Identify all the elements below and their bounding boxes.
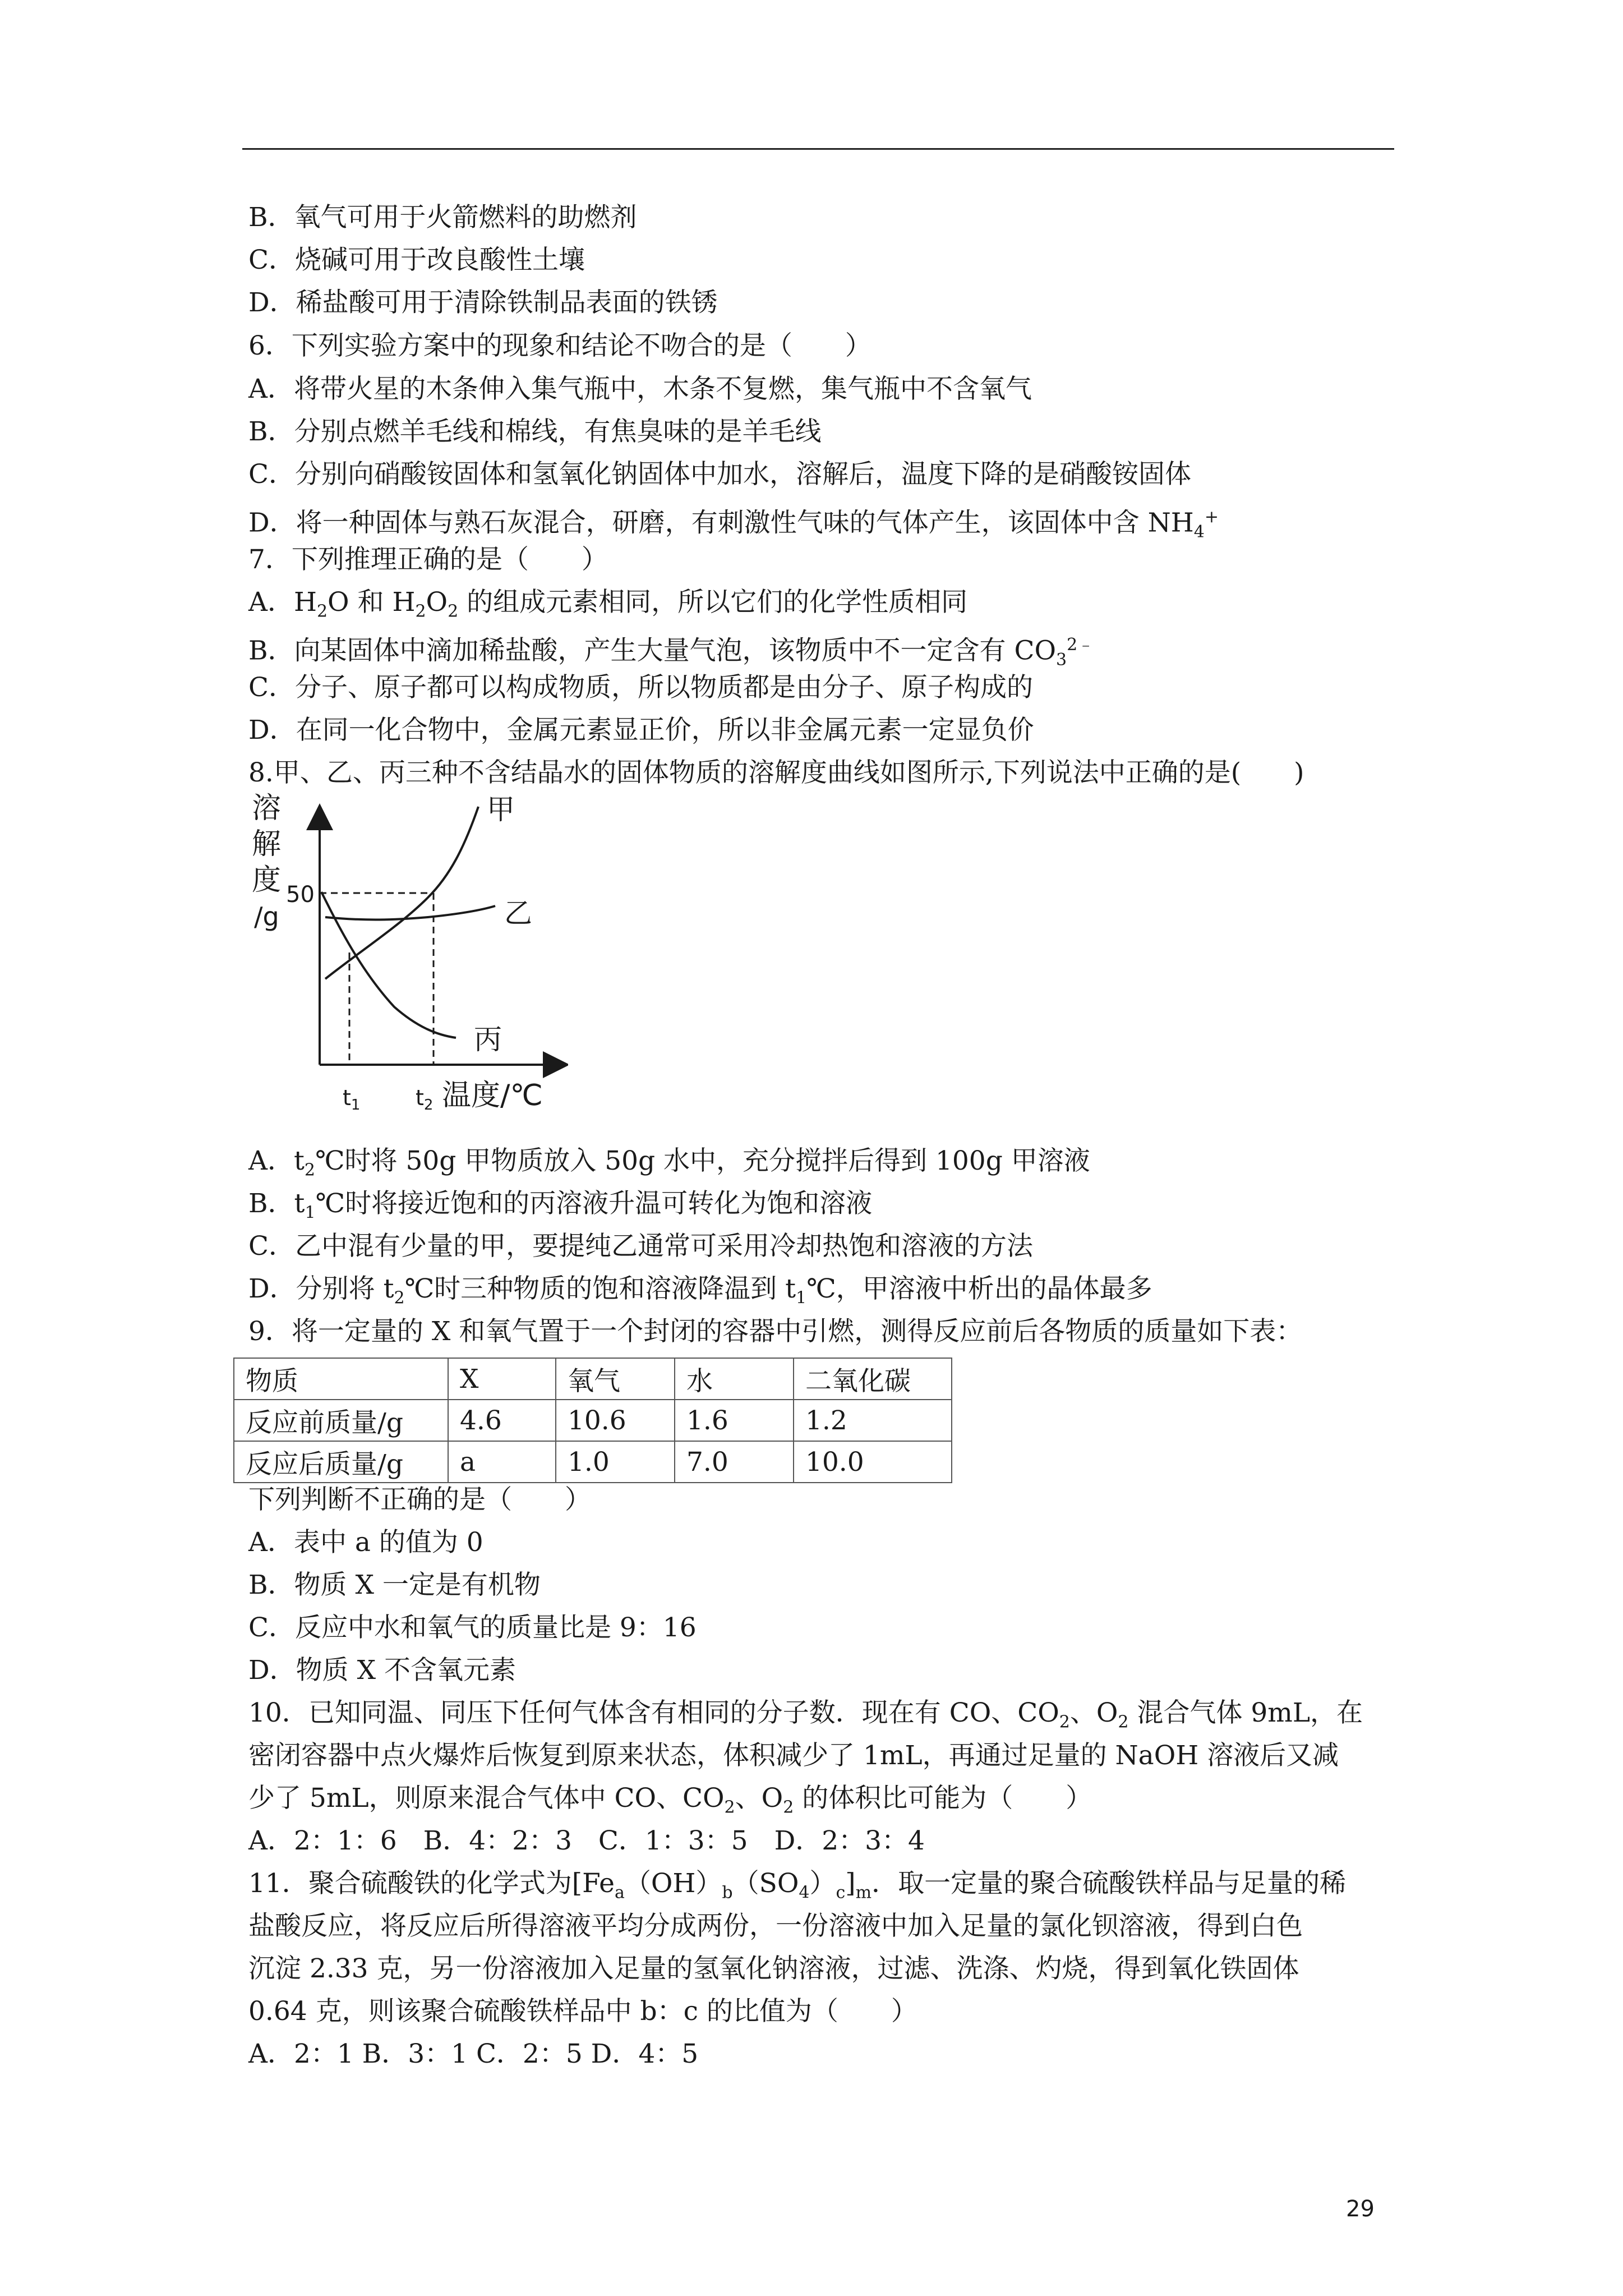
- text-segment: 2: [448, 601, 459, 622]
- table-header-row: [234, 1358, 952, 1400]
- text-segment: O 和 H: [328, 587, 416, 618]
- table-cell: a: [448, 1441, 556, 1483]
- text-line: [248, 458, 1191, 491]
- text-segment: A．H: [248, 587, 317, 618]
- text-line: [248, 671, 1033, 705]
- label-yi: 乙: [504, 897, 532, 930]
- text-segment: 3: [1055, 650, 1067, 670]
- text-line: [248, 1526, 483, 1559]
- text-segment: 7．下列推理正确的是（ ）: [248, 544, 608, 575]
- text-line: [248, 1867, 1346, 1910]
- table-header-cell: 氧气: [556, 1358, 675, 1400]
- page-number: 29: [1346, 2196, 1375, 2222]
- text-segment: D．物质 X 不含氧元素: [248, 1655, 517, 1686]
- text-line: [248, 1654, 516, 1687]
- text-segment: 的组成元素相同，所以它们的化学性质相同: [458, 587, 968, 618]
- text-line: [248, 372, 1032, 406]
- text-segment: 1: [305, 1203, 316, 1223]
- text-segment: D．分别将 t: [248, 1273, 394, 1304]
- text-segment: 少了 5mL，则原来混合气体中 CO、CO: [248, 1783, 725, 1814]
- text-segment: C．反应中水和氧气的质量比是 9：16: [248, 1612, 697, 1643]
- x-tick-t2: $t_2$: [416, 1085, 434, 1114]
- text-line: [248, 1824, 925, 1858]
- text-segment: ．取一定量的聚合硫酸铁样品与足量的稀: [872, 1868, 1347, 1899]
- text-line: [248, 500, 1219, 549]
- header-rule: [242, 148, 1394, 150]
- text-line: [248, 1144, 1090, 1187]
- text-segment: A．t: [248, 1145, 305, 1176]
- y-label-char-3: 度: [252, 863, 282, 897]
- table-header-cell: X: [448, 1358, 556, 1400]
- table-cell: 10.0: [794, 1441, 952, 1483]
- curve-bing: [321, 892, 456, 1038]
- text-line: [248, 543, 608, 577]
- text-segment: 8.甲、乙、丙三种不含结晶水的固体物质的溶解度曲线如图所示,下列说法中正确的是( ): [248, 757, 1304, 788]
- table-header-cell: 水: [675, 1358, 794, 1400]
- y-label-char-1: 溶: [252, 792, 282, 825]
- text-segment: 10．已知同温、同压下任何气体含有相同的分子数．现在有 CO、CO: [248, 1697, 1059, 1728]
- mass-table: [233, 1358, 952, 1483]
- text-segment: C．乙中混有少量的甲，要提纯乙通常可采用冷却热饱和溶液的方法: [248, 1231, 1033, 1262]
- text-segment: C．分别向硝酸铵固体和氢氧化钠固体中加水，溶解后，温度下降的是硝酸铵固体: [248, 459, 1191, 490]
- text-segment: ℃，甲溶液中析出的晶体最多: [806, 1273, 1152, 1304]
- text-line: [248, 1272, 1152, 1315]
- text-segment: 2: [724, 1797, 735, 1818]
- text-segment: （SO: [732, 1868, 799, 1899]
- text-segment: D．在同一化合物中，金属元素显正价，所以非金属元素一定显负价: [248, 715, 1034, 746]
- text-segment: 11．聚合硫酸铁的化学式为[Fe: [248, 1868, 615, 1899]
- table-header-cell: 二氧化碳: [794, 1358, 952, 1400]
- table-cell: 10.6: [556, 1400, 675, 1441]
- text-segment: 的体积比可能为（ ）: [794, 1783, 1092, 1814]
- label-bing: 丙: [474, 1023, 502, 1056]
- text-line: [248, 1611, 697, 1645]
- text-segment: 2: [394, 1288, 405, 1308]
- table-row: [234, 1441, 952, 1483]
- text-line: [248, 1483, 591, 1517]
- text-segment: 4: [799, 1883, 810, 1903]
- table-cell: 1.2: [794, 1400, 952, 1441]
- text-segment: 盐酸反应，将反应后所得溶液平均分成两份，一份溶液中加入足量的氯化钡溶液，得到白色: [248, 1911, 1303, 1941]
- text-segment: 混合气体 9mL，在: [1128, 1697, 1363, 1728]
- x-tick-t1: $t_1$: [343, 1085, 361, 1114]
- text-segment: 、O: [735, 1783, 783, 1814]
- text-line: [248, 243, 585, 277]
- table-cell: 4.6: [448, 1400, 556, 1441]
- text-segment: A．2：1：6 B．4：2：3 C．1：3：5 D．2：3：4: [248, 1825, 925, 1856]
- text-segment: ℃时将 50g 甲物质放入 50g 水中，充分搅拌后得到 100g 甲溶液: [315, 1145, 1090, 1176]
- text-segment: 0.64 克，则该聚合硫酸铁样品中 b：c 的比值为（ ）: [248, 1996, 917, 2027]
- text-line: [248, 628, 1094, 677]
- text-segment: 4: [1193, 522, 1205, 542]
- text-segment: O: [426, 587, 448, 618]
- text-segment: 2: [316, 601, 328, 622]
- text-segment: B．向某固体中滴加稀盐酸，产生大量气泡，该物质中不一定含有 CO: [248, 635, 1056, 666]
- table-row: [234, 1400, 952, 1441]
- text-segment: B．分别点燃羊毛线和棉线，有焦臭味的是羊毛线: [248, 416, 822, 447]
- text-segment: B．t: [248, 1188, 305, 1219]
- text-line: [248, 756, 1304, 790]
- text-line: [248, 1315, 1302, 1349]
- text-segment: m: [855, 1883, 872, 1903]
- text-segment: 1: [796, 1288, 807, 1308]
- table-cell: 1.0: [556, 1441, 675, 1483]
- label-jia: 甲: [487, 793, 515, 826]
- text-line: [248, 1910, 1303, 1943]
- text-segment: ）: [809, 1868, 836, 1899]
- text-segment: C．烧碱可用于改良酸性土壤: [248, 245, 585, 275]
- text-segment: A．表中 a 的值为 0: [248, 1527, 483, 1558]
- text-segment: c: [836, 1883, 846, 1903]
- text-segment: 2: [1059, 1712, 1070, 1732]
- text-segment: C．分子、原子都可以构成物质，所以物质都是由分子、原子构成的: [248, 672, 1033, 703]
- text-line: [248, 1739, 1339, 1773]
- solubility-graph: [248, 791, 568, 1115]
- text-segment: B．物质 X 一定是有机物: [248, 1570, 541, 1600]
- text-segment: A．将带火星的木条伸入集气瓶中，木条不复燃，集气瓶中不含氧气: [248, 374, 1032, 404]
- text-line: [248, 1568, 541, 1602]
- text-segment: 下列判断不正确的是（ ）: [248, 1484, 591, 1515]
- text-line: [248, 286, 718, 320]
- text-segment: （OH）: [624, 1868, 722, 1899]
- y-label-unit: /g: [254, 901, 279, 932]
- text-segment: 2: [304, 1160, 315, 1180]
- solubility-curve-figure: [248, 791, 568, 1115]
- text-segment: ℃时将接近饱和的丙溶液升温可转化为饱和溶液: [315, 1188, 873, 1219]
- table-header-cell: 物质: [234, 1358, 448, 1400]
- text-line: [248, 714, 1034, 747]
- text-line: [248, 1952, 1299, 1986]
- text-segment: 2: [415, 601, 426, 622]
- text-segment: ]: [845, 1868, 856, 1899]
- text-segment: b: [722, 1883, 733, 1903]
- text-segment: 9．将一定量的 X 和氧气置于一个封闭的容器中引燃，测得反应前后各物质的质量如下表：: [248, 1316, 1303, 1347]
- text-segment: 沉淀 2.33 克，另一份溶液加入足量的氢氧化钠溶液，过滤、洗涤、灼烧，得到氧化铁固体: [248, 1953, 1299, 1984]
- text-segment: 密闭容器中点火爆炸后恢复到原来状态，体积减少了 1mL，再通过足量的 NaOH 溶液后又减: [248, 1740, 1339, 1771]
- text-line: [248, 586, 967, 628]
- text-segment: 6．下列实验方案中的现象和结论不吻合的是（ ）: [248, 330, 872, 361]
- text-line: [248, 1782, 1092, 1824]
- text-line: [248, 1995, 917, 2028]
- text-line: [248, 201, 637, 234]
- text-segment: 、O: [1069, 1697, 1118, 1728]
- text-line: [248, 2037, 698, 2071]
- text-line: [248, 329, 872, 363]
- text-segment: 2﹣: [1067, 635, 1095, 655]
- text-segment: B．氧气可用于火箭燃料的助燃剂: [248, 202, 637, 233]
- text-segment: a: [615, 1883, 625, 1903]
- text-line: [248, 1696, 1363, 1739]
- table-cell: 7.0: [675, 1441, 794, 1483]
- text-line: [248, 1230, 1033, 1263]
- text-segment: 2: [1118, 1712, 1129, 1732]
- text-line: [248, 1187, 872, 1230]
- text-segment: D．稀盐酸可用于清除铁制品表面的铁锈: [248, 287, 718, 318]
- y-label-char-2: 解: [252, 827, 282, 861]
- table-cell: 1.6: [675, 1400, 794, 1441]
- text-segment: D．将一种固体与熟石灰混合，研磨，有刺激性气味的气体产生，该固体中含 NH: [248, 507, 1194, 539]
- text-segment: A．2：1 B．3：1 C．2：5 D．4：5: [248, 2039, 699, 2069]
- text-segment: ℃时三种物质的饱和溶液降温到 t: [404, 1273, 796, 1304]
- table-cell: 反应前质量/g: [234, 1400, 448, 1441]
- table-cell: 反应后质量/g: [234, 1441, 448, 1483]
- y-tick-50: 50: [286, 882, 315, 908]
- text-line: [248, 415, 822, 449]
- text-segment: +: [1204, 507, 1219, 527]
- x-axis-label: 温度/℃: [442, 1079, 543, 1112]
- text-segment: 2: [783, 1797, 794, 1818]
